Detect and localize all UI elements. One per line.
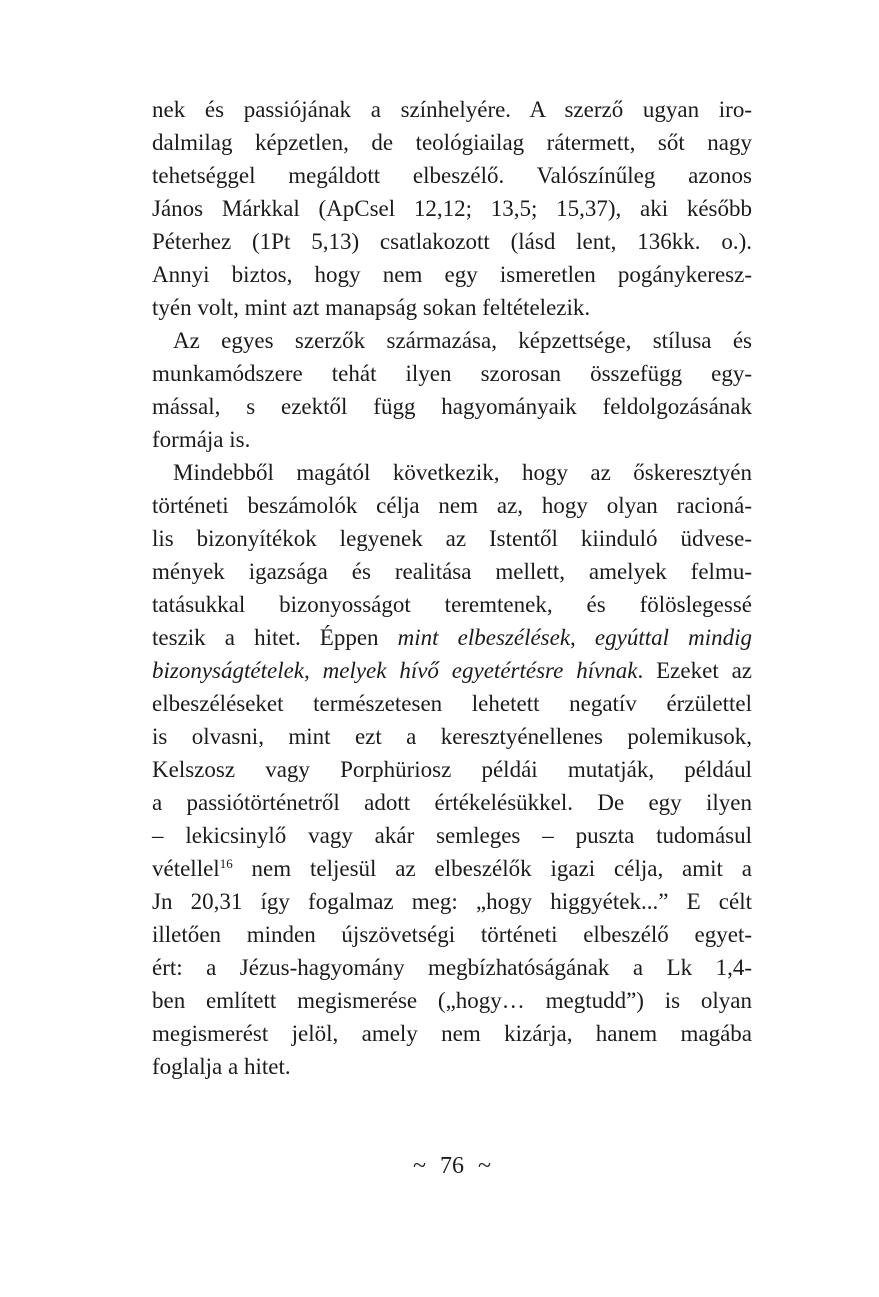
text-segment: történeti beszámolók célja nem az, hogy olyan racioná- (152, 493, 752, 518)
text-line (152, 456, 752, 489)
text-segment: a passiótörténetről adott értékelésükkel. De egy ilyen (152, 790, 752, 815)
text-segment: Annyi biztos, hogy nem egy ismeretlen pogánykeresz- (152, 262, 752, 287)
text-line (152, 423, 752, 456)
text-segment: mással, s ezektől függ hagyományaik feldolgozásának (152, 394, 752, 419)
text-line (152, 984, 752, 1017)
text-segment: dalmilag képzetlen, de teológiailag rátermett, sőt nagy (152, 130, 752, 155)
text-segment: elbeszéléseket természetesen lehetett negatív érzülettel (152, 691, 752, 716)
text-segment: tehetséggel megáldott elbeszélő. Valószínűleg azonos (152, 163, 752, 188)
text-line (152, 357, 752, 390)
text-segment: . Ezeket az (637, 658, 752, 683)
text-segment: megismerést jelöl, amely nem kizárja, hanem magába (152, 1021, 752, 1046)
text-segment: tatásukkal bizonyosságot teremtenek, és fölöslegessé (152, 592, 752, 617)
text-line (152, 126, 752, 159)
text-segment: formája is. (152, 427, 251, 452)
text-segment: teszik a hitet. Éppen (152, 625, 398, 650)
text-segment: – lekicsinylő vagy akár semleges – puszta tudomásul (152, 823, 752, 848)
text-line (152, 192, 752, 225)
text-segment: munkamódszere tehát ilyen szorosan összefügg egy- (152, 361, 752, 386)
text-segment: vétellel (152, 856, 220, 881)
text-line (152, 819, 752, 852)
text-segment: Mindebből magától következik, hogy az őskeresztyén (173, 460, 752, 485)
text-segment: nek és passiójának a színhelyére. A szerző ugyan iro- (152, 97, 752, 122)
text-segment: Az egyes szerzők származása, képzettsége, stílusa és (173, 328, 752, 353)
text-line (152, 753, 752, 786)
text-line (152, 1050, 752, 1083)
text-segment: bizonyságtételek, melyek hívő egyetértésre hívnak (152, 658, 638, 683)
text-line (152, 654, 752, 687)
text-segment: mények igazsága és realitása mellett, amelyek felmu- (152, 559, 752, 584)
text-segment: ért: a Jézus-hagyomány megbízhatóságának a Lk 1,4- (152, 955, 752, 980)
text-line (152, 720, 752, 753)
text-segment: illetően minden újszövetségi történeti elbeszélő egyet- (152, 922, 752, 947)
text-line (152, 291, 752, 324)
text-segment: nem teljesül az elbeszélők igazi célja, amit a (232, 856, 752, 881)
text-segment: Péterhez (1Pt 5,13) csatlakozott (lásd lent, 136kk. o.). (152, 229, 752, 254)
text-line (152, 786, 752, 819)
text-line (152, 1017, 752, 1050)
text-line (152, 555, 752, 588)
text-line (152, 621, 752, 654)
text-line (152, 93, 752, 126)
footnote-ref: 16 (219, 856, 233, 871)
text-line (152, 159, 752, 192)
text-segment: János Márkkal (ApCsel 12,12; 13,5; 15,37), aki később (152, 196, 752, 221)
text-line (152, 885, 752, 918)
text-line (152, 390, 752, 423)
text-segment: mint elbeszélések, egyúttal mindig (397, 625, 752, 650)
text-line (152, 522, 752, 555)
text-line (152, 918, 752, 951)
text-line (152, 489, 752, 522)
text-line (152, 588, 752, 621)
text-line (152, 225, 752, 258)
page-number: ~ 76 ~ (413, 1153, 491, 1179)
text-line (152, 687, 752, 720)
text-segment: Kelszosz vagy Porphüriosz példái mutatják, például (152, 757, 752, 782)
text-segment: lis bizonyítékok legyenek az Istentől kiinduló üdvese- (152, 526, 752, 551)
text-segment: is olvasni, mint ezt a keresztyénellenes polemikusok, (152, 724, 752, 749)
text-segment: ben említett megismerése („hogy… megtudd”) is olyan (152, 988, 752, 1013)
text-segment: tyén volt, mint azt manapság sokan feltételezik. (152, 295, 591, 320)
text-line (152, 951, 752, 984)
text-segment: Jn 20,31 így fogalmaz meg: „hogy higgyétek...” E célt (152, 889, 752, 914)
text-line (152, 324, 752, 357)
text-block (152, 93, 752, 1083)
text-segment: foglalja a hitet. (152, 1054, 291, 1079)
text-line (152, 852, 752, 885)
text-line (152, 258, 752, 291)
